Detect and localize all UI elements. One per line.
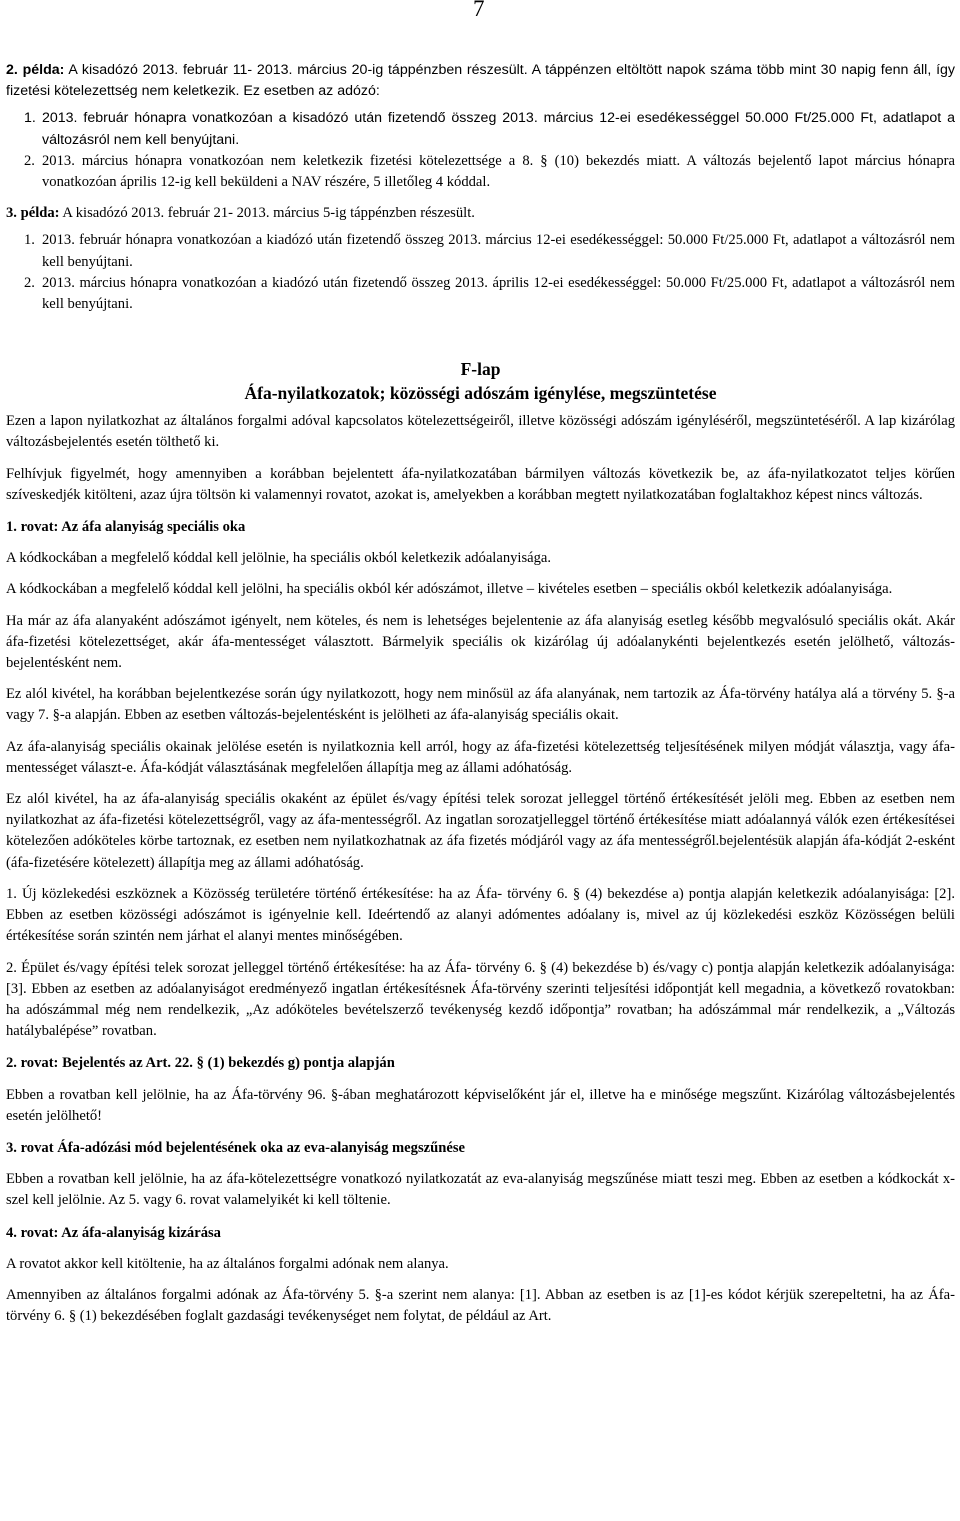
example-3-label: 3. példa: (6, 205, 60, 222)
rovat-4-paragraph: A rovatot akkor kell kitöltenie, ha az általános forgalmi adónak nem alanya. (6, 1255, 449, 1272)
item-text: 2013. február hónapra vonatkozóan a kiadózó után fizetendő összeg 2013. március 12-ei esedékességgel: 50.000 Ft/25.000 Ft, adatlapot a változásról nem kell benyújtani. (42, 232, 955, 270)
rovat-1-paragraph: Ez alól kivétel, ha korábban bejelentkezése során úgy nyilatkozott, hogy nem minősül az áfa alanyának, nem tartozik az Áfa-törvény hatálya alá a törvény 5. §-a vagy 7. §-a alapján. Ebben az esetben változás-bejelentésként is jelölheti az áfa-alanyiság speciális okait. (6, 686, 955, 724)
rovat-2-heading: 2. rovat: Bejelentés az Art. 22. § (1) bekezdés g) pontja alapján (6, 1055, 395, 1072)
example-2-text: A kisadózó 2013. február 11- 2013. március 20-ig táppénzben részesült. A táppénzen eltöltött napok száma több mint 30 napig fenn áll, így fizetési kötelezettség nem keletkezik. Ez esetben az adózó: (6, 62, 955, 100)
example-3-text: A kisadózó 2013. február 21- 2013. március 5-ig táppénzben részesült. (62, 205, 475, 222)
item-number: 1. (24, 232, 35, 249)
item-text: 2013. február hónapra vonatkozóan a kisadózó után fizetendő összeg 2013. március 12-ei esedékességgel 50.000 Ft/25.000 Ft, adatlapot a változásról nem kell benyújtani. (42, 110, 955, 148)
item-text: 2013. március hónapra vonatkozóan nem keletkezik fizetési kötelezettsége a 8. § (10) bekezdés miatt. A változás bejelentő lapot március hónapra vonatkozóan április 12-ig kell beküldeni a NAV részére, 5 illetőleg 4 kóddal. (42, 152, 955, 191)
item-number: 2. (24, 274, 35, 291)
f-lap-subtitle: Áfa-nyilatkozatok; közösségi adószám igénylése, megszüntetése (244, 383, 717, 404)
item-text: 2013. március hónapra vonatkozóan a kiadózó után fizetendő összeg 2013. április 12-ei esedékességgel: 50.000 Ft/25.000 Ft, adatlapot a változásról nem kell benyújtani. (42, 274, 955, 313)
item-number: 2. (24, 152, 35, 169)
example-2-intro (6, 60, 955, 102)
document-body (6, 60, 955, 1327)
rovat-3-paragraph: Ebben a rovatban kell jelölnie, ha az áfa-kötelezettségre vonatkozó nyilatkozatát az eva-alanyiság megszűnése miatt teszi meg. Ebben az esetben a kódkockát x-szel kell jelölnie. Az 5. vagy 6. rovat valamelyikét ki kell töltenie. (6, 1171, 955, 1209)
example-2-item-2 (6, 151, 955, 193)
rovat-1-heading: 1. rovat: Az áfa alanyiság speciális oka (6, 519, 246, 536)
rovat-4-paragraph: Amennyiben az általános forgalmi adónak az Áfa-törvény 5. §-a szerint nem alanya: [1]. Abban az esetben is az [1]-es kódot kérjük szerepeltetni, ha az Áfa-törvény 6. § (1) bekezdésében foglalt gazdasági tevékenységet nem folytat, de például az Art. (6, 1286, 955, 1325)
rovat-1-paragraph: A kódkockában a megfelelő kóddal kell jelölni, ha speciális okból kér adószámot, illetve – kivételes esetben – speciális okból keletkezik adóalanyisága. (6, 581, 893, 598)
example-3-item-2 (6, 273, 955, 315)
rovat-4-heading: 4. rovat: Az áfa-alanyiság kizárása (6, 1224, 221, 1241)
page-number: 7 (473, 0, 485, 21)
rovat-1-paragraph: Az áfa-alanyiság speciális okainak jelölése esetén is nyilatkoznia kell arról, hogy az áfa-fizetési kötelezettség teljesítésének milyen módját választja, vagy áfa-mentességet választ-e. Áfa-kódját választásának megfelelően állapítja meg az állami adóhatóság. (6, 738, 955, 776)
rovat-2-paragraph: Ebben a rovatban kell jelölnie, ha az Áfa-törvény 96. §-ában meghatározott képviselőként jár el, illetve ha e minősége megszűnt. Kizárólag változásbejelentés esetén jelölhető! (6, 1086, 955, 1124)
example-2-label: 2. példa: (6, 62, 65, 78)
rovat-1-paragraph: Ez alól kivétel, ha az áfa-alanyiság speciális okaként az épület és/vagy építési telek sorozat jelleggel történő értékesítését jelöli meg. Ebben az esetben nem nyilatkozhat az áfa-fizetési kötelezettségről, vagy az áfa-mentességről. Az ingatlan sorozatjelleggel történő értékesítése miatt adóalannyá válók ezen értékesítései kötelezően adóköteles körbe tartoznak, ez esetben nem nyilatkozhatnak az áfa fizetés módjáról vagy az áfa mentességről.bejelentésük alapján áfa-kódját 2-esként (áfa-fizetésére kötelezett) állapítja meg az állami adóhatóság. (6, 791, 955, 871)
f-lap-title: F-lap (460, 359, 501, 380)
rovat-1-paragraph: Ha már az áfa alanyaként adószámot igényelt, nem köteles, és nem is lehetséges bejelentenie az áfa alanyiság esetleg később megvalósuló speciális okát. Akár áfa-fizetési kötelezettséget, akár áfa-mentességet választott. Bármelyik speciális ok kizárólag új adóalanykénti bejelentkezés esetén jelölhető, változás-bejelentésként nem. (6, 612, 955, 672)
example-3-item-1 (6, 230, 955, 272)
example-2-item-1 (6, 108, 955, 150)
rovat-1-paragraph: 2. Épület és/vagy építési telek sorozat jelleggel történő értékesítése: ha az Áfa- törvény 6. § (4) bekezdése b) és/vagy c) pontja alapján keletkezik adóalanyisága: [3]. Ebben az esetben az adóalanyiságot eredményező ingatlan értékesítésnek Áfa-törvény szerinti teljesítési időpontját kell megadnia, a következő rovatokban: ha adószámmal még nem rendelkezik, „Az adóköteles bevételszerző tevékenység kezdő időpontja” rovatban; ha adószámmal már rendelkezik, a „Változás hatálybalépése” rovatban. (6, 959, 955, 1040)
rovat-3-heading: 3. rovat Áfa-adózási mód bejelentésének oka az eva-alanyiság megszűnése (6, 1139, 465, 1156)
f-lap-paragraph-2: Felhívjuk figyelmét, hogy amennyiben a korábban bejelentett áfa-nyilatkozatában bármilyen változás következik be, az áfa-nyilatkozatot teljes körűen szíveskedjék kitölteni, azaz újra töltsön ki valamennyi rovatot, azokat is, amelyekben a korábban megtett nyilatkozatában foglaltakhoz képest nincs változás. (6, 465, 955, 503)
item-number: 1. (24, 110, 36, 127)
rovat-1-paragraph: A kódkockában a megfelelő kóddal kell jelölnie, ha speciális okból keletkezik adóalanyisága. (6, 550, 552, 567)
rovat-1-paragraph: 1. Új közlekedési eszköznek a Közösség területére történő értékesítése: ha az Áfa- törvény 6. § (4) bekezdése a) pontja alapján keletkezik adóalanyisága: [2]. Ebben az esetben közösségi adószámot is igényelnie kell. Ideértendő az alanyi adómentes adóalany is, mivel az új közlekedési eszköz Közösségen belüli értékesítése során szintén nem járhat el alanyi mentes minőségében. (6, 885, 955, 945)
example-3-intro (6, 203, 955, 224)
f-lap-paragraph-1: Ezen a lapon nyilatkozhat az általános forgalmi adóval kapcsolatos kötelezettségeiről, illetve közösségi adószám igényléséről, megszüntetéséről. A lap kizárólag változásbejelentés esetén tölthető ki. (6, 413, 955, 451)
